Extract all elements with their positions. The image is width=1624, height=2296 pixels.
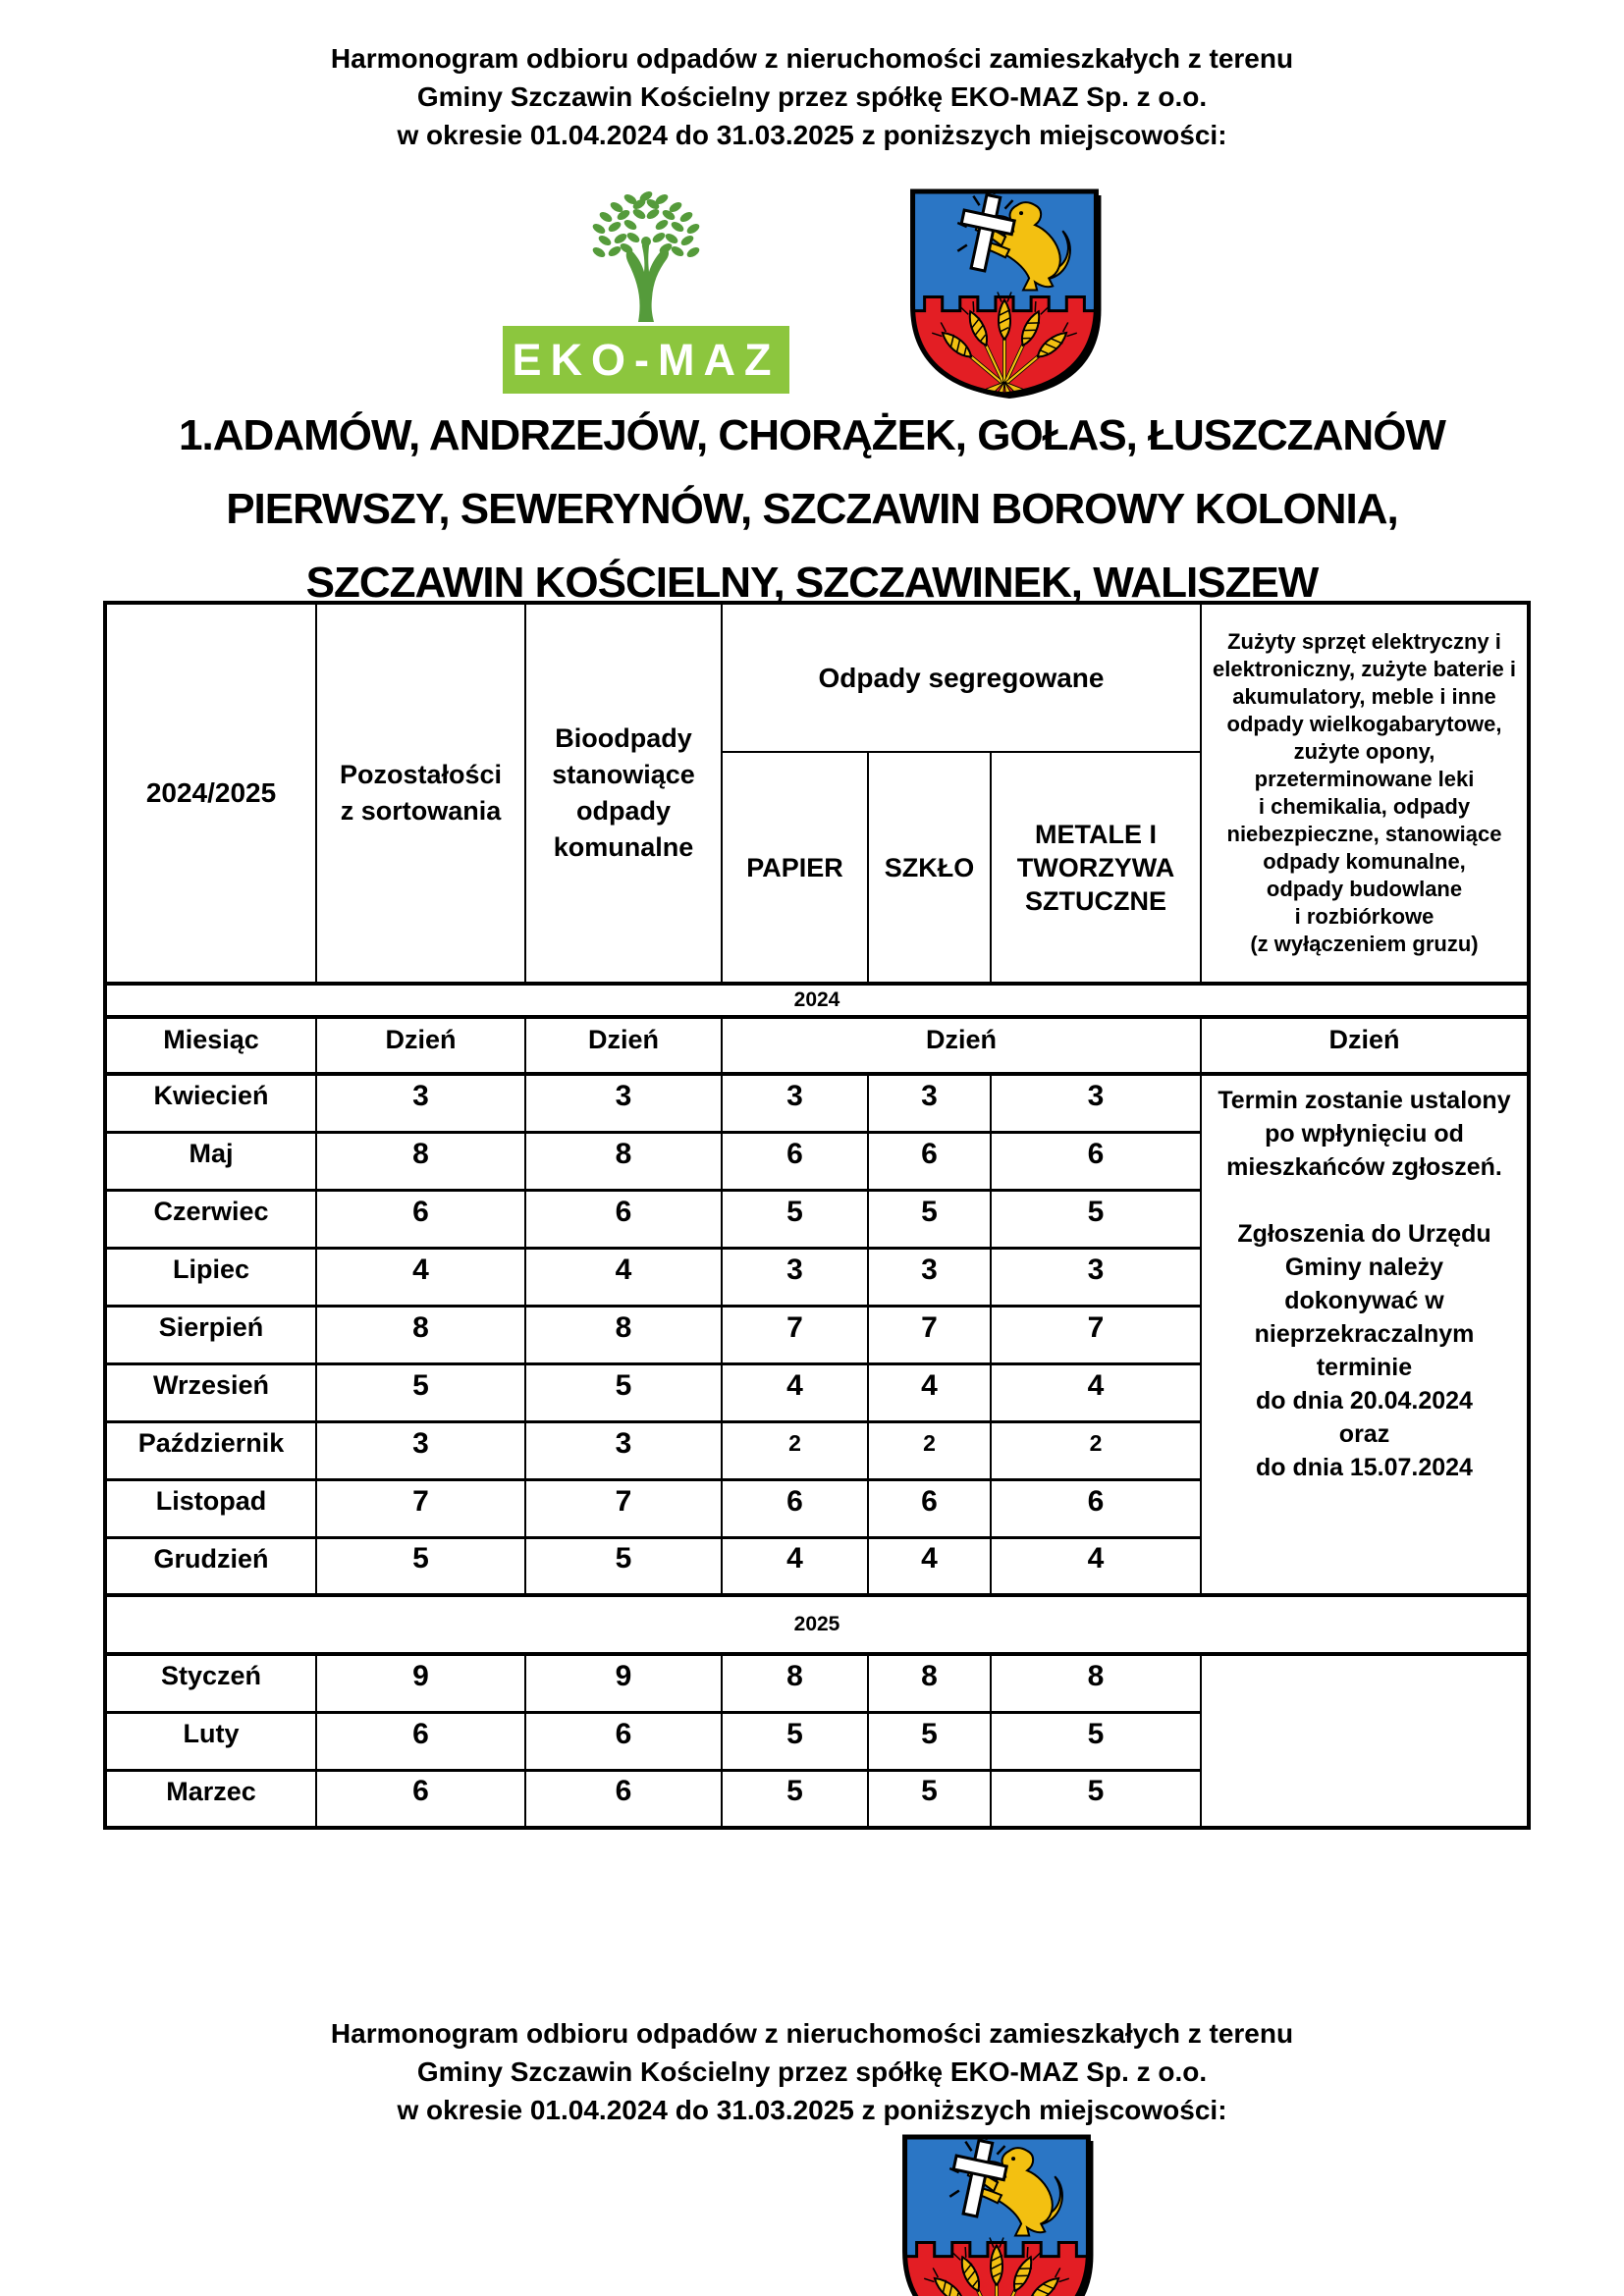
metals-day-cell: 3: [991, 1248, 1201, 1306]
paper-day-cell: 5: [722, 1190, 868, 1248]
glass-day-cell: 3: [868, 1248, 991, 1306]
bio-day-cell: 3: [525, 1421, 722, 1479]
glass-day-cell: 2: [868, 1421, 991, 1479]
month-cell: Marzec: [105, 1770, 316, 1828]
month-row: [105, 1074, 1529, 1132]
text-line: Gminy Szczawin Kościelny przez spółkę EKO-MAZ Sp. z o.o.: [416, 81, 1208, 112]
year-band-row: [105, 984, 1529, 1017]
paper-day-cell: 8: [722, 1654, 868, 1712]
glass-day-cell: 7: [868, 1306, 991, 1363]
metals-day-cell: 7: [991, 1306, 1201, 1363]
tree-graphic: [571, 190, 721, 322]
month-cell: Czerwiec: [105, 1190, 316, 1248]
col-header-metals: METALE I TWORZYWA SZTUCZNE: [991, 752, 1201, 984]
residual-day-cell: 3: [316, 1074, 525, 1132]
metals-day-cell: 5: [991, 1712, 1201, 1770]
residual-day-cell: 6: [316, 1712, 525, 1770]
residual-day-cell: 8: [316, 1306, 525, 1363]
glass-day-cell: 5: [868, 1190, 991, 1248]
month-cell: Kwiecień: [105, 1074, 316, 1132]
glass-day-cell: 5: [868, 1712, 991, 1770]
residual-day-cell: 6: [316, 1190, 525, 1248]
tree-trunk: [626, 241, 669, 322]
document-header: [0, 39, 1624, 154]
bio-day-cell: 5: [525, 1363, 722, 1421]
residual-day-cell: 5: [316, 1537, 525, 1595]
residual-day-cell: 7: [316, 1479, 525, 1537]
bio-day-cell: 8: [525, 1306, 722, 1363]
paper-day-cell: 7: [722, 1306, 868, 1363]
bio-day-cell: 4: [525, 1248, 722, 1306]
text-line: PIERWSZY, SEWERYNÓW, SZCZAWIN BOROWY KOLONIA,: [226, 485, 1398, 533]
table-header-row-1: [105, 603, 1529, 752]
bio-day-cell: 5: [525, 1537, 722, 1595]
metals-day-cell: 6: [991, 1132, 1201, 1190]
coat-of-arms-bottom: [898, 2133, 1097, 2296]
year-band-label: 2025: [105, 1595, 1529, 1654]
paper-day-cell: 2: [722, 1421, 868, 1479]
metals-day-cell: 5: [991, 1770, 1201, 1828]
glass-day-cell: 3: [868, 1074, 991, 1132]
paper-day-cell: 3: [722, 1248, 868, 1306]
glass-day-cell: 6: [868, 1132, 991, 1190]
note-cell: [1201, 1654, 1529, 1828]
metals-day-cell: 4: [991, 1363, 1201, 1421]
residual-day-cell: 5: [316, 1363, 525, 1421]
paper-day-cell: 4: [722, 1363, 868, 1421]
subheader-row: [105, 1017, 1529, 1074]
col-header-bio: Bioodpady stanowiące odpady komunalne: [525, 603, 722, 984]
bio-day-cell: 7: [525, 1479, 722, 1537]
residual-day-cell: 9: [316, 1654, 525, 1712]
metals-day-cell: 6: [991, 1479, 1201, 1537]
page-title: [0, 399, 1624, 619]
ekomaz-tree-icon: [571, 190, 721, 322]
schedule-table: [103, 601, 1531, 1830]
paper-day-cell: 6: [722, 1132, 868, 1190]
month-cell: Maj: [105, 1132, 316, 1190]
col-header-residual: Pozostałości z sortowania: [316, 603, 525, 984]
paper-day-cell: 6: [722, 1479, 868, 1537]
ekomaz-brand-text: EKO-MAZ: [512, 334, 781, 385]
year-range-cell: 2024/2025: [105, 603, 316, 984]
year-band-row: [105, 1595, 1529, 1654]
note-cell: Termin zostanie ustalony po wpłynięciu od mieszkańców zgłoszeń. Zgłoszenia do Urzędu Gminy należy dokonywać w nieprzekraczalnym terminie do dnia 20.04.2024 oraz do dnia 15.07.2024: [1201, 1074, 1529, 1595]
paper-day-cell: 3: [722, 1074, 868, 1132]
text-line: Harmonogram odbioru odpadów z nieruchomości zamieszkałych z terenu: [330, 2018, 1294, 2049]
subheader-day: Dzień: [316, 1017, 525, 1074]
glass-day-cell: 6: [868, 1479, 991, 1537]
coat-of-arms-shield: [906, 187, 1105, 400]
col-header-paper: PAPIER: [722, 752, 868, 984]
coat-of-arms-top: [906, 187, 1105, 400]
text-line: w okresie 01.04.2024 do 31.03.2025 z poniższych miejscowości:: [397, 120, 1227, 150]
metals-day-cell: 5: [991, 1190, 1201, 1248]
bio-day-cell: 6: [525, 1770, 722, 1828]
month-cell: Grudzień: [105, 1537, 316, 1595]
paper-day-cell: 4: [722, 1537, 868, 1595]
text-line: Gminy Szczawin Kościelny przez spółkę EKO-MAZ Sp. z o.o.: [416, 2056, 1208, 2087]
bio-day-cell: 6: [525, 1712, 722, 1770]
year-band-label: 2024: [105, 984, 1529, 1017]
col-header-special: Zużyty sprzęt elektryczny i elektroniczny, zużyte baterie i akumulatory, meble i inne odpady wielkogabarytowe, zużyte opony, przeterminowane leki i chemikalia, odpady niebezpieczne, stanowiące odpady komunalne, odpady budowlane i rozbiórkowe (z wyłączeniem gruzu): [1201, 603, 1529, 984]
residual-day-cell: 6: [316, 1770, 525, 1828]
text-line: 1.ADAMÓW, ANDRZEJÓW, CHORĄŻEK, GOŁAS, ŁUSZCZANÓW: [179, 411, 1445, 459]
bio-day-cell: 3: [525, 1074, 722, 1132]
month-cell: Październik: [105, 1421, 316, 1479]
bio-day-cell: 9: [525, 1654, 722, 1712]
coat-of-arms-shield: [898, 2133, 1097, 2296]
month-cell: Listopad: [105, 1479, 316, 1537]
month-cell: Lipiec: [105, 1248, 316, 1306]
month-cell: Wrzesień: [105, 1363, 316, 1421]
subheader-day: Dzień: [525, 1017, 722, 1074]
bio-day-cell: 6: [525, 1190, 722, 1248]
metals-day-cell: 4: [991, 1537, 1201, 1595]
subheader-day: Dzień: [1201, 1017, 1529, 1074]
ekomaz-logo: [503, 190, 789, 394]
month-row: [105, 1654, 1529, 1712]
bio-day-cell: 8: [525, 1132, 722, 1190]
metals-day-cell: 3: [991, 1074, 1201, 1132]
glass-day-cell: 8: [868, 1654, 991, 1712]
paper-day-cell: 5: [722, 1770, 868, 1828]
text-line: w okresie 01.04.2024 do 31.03.2025 z poniższych miejscowości:: [397, 2095, 1227, 2125]
metals-day-cell: 8: [991, 1654, 1201, 1712]
residual-day-cell: 3: [316, 1421, 525, 1479]
col-header-glass: SZKŁO: [868, 752, 991, 984]
metals-day-cell: 2: [991, 1421, 1201, 1479]
text-line: Harmonogram odbioru odpadów z nieruchomości zamieszkałych z terenu: [330, 43, 1294, 74]
ekomaz-brand-box: [503, 326, 789, 394]
subheader-day: Dzień: [722, 1017, 1201, 1074]
residual-day-cell: 8: [316, 1132, 525, 1190]
glass-day-cell: 4: [868, 1537, 991, 1595]
paper-day-cell: 5: [722, 1712, 868, 1770]
residual-day-cell: 4: [316, 1248, 525, 1306]
subheader-month: Miesiąc: [105, 1017, 316, 1074]
glass-day-cell: 5: [868, 1770, 991, 1828]
month-cell: Sierpień: [105, 1306, 316, 1363]
text-line: SZCZAWIN KOŚCIELNY, SZCZAWINEK, WALISZEW: [305, 559, 1319, 607]
document-header-bottom: [0, 2014, 1624, 2129]
col-header-segregated: Odpady segregowane: [722, 603, 1201, 752]
glass-day-cell: 4: [868, 1363, 991, 1421]
month-cell: Luty: [105, 1712, 316, 1770]
month-cell: Styczeń: [105, 1654, 316, 1712]
